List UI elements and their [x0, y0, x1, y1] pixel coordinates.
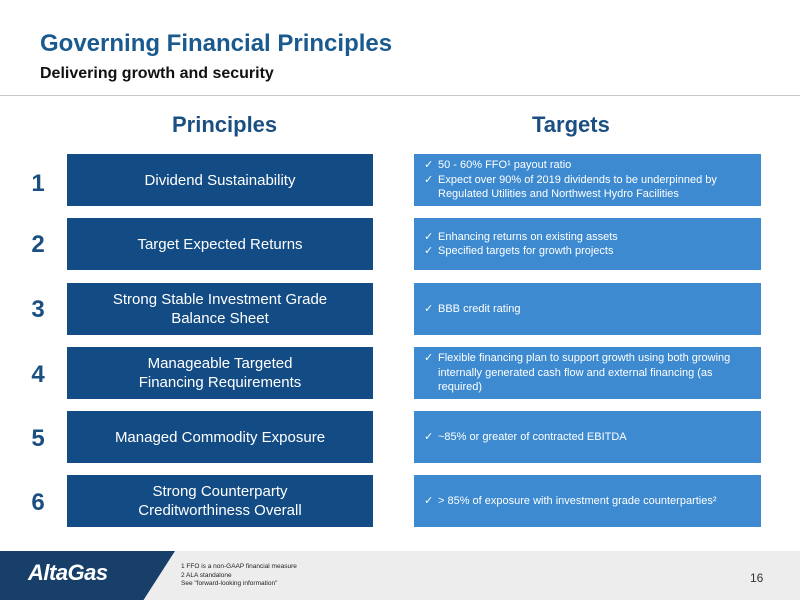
principles-heading: Principles — [172, 112, 278, 137]
page-number: 16 — [750, 571, 764, 585]
slide-subtitle: Delivering growth and security — [40, 65, 274, 82]
targets-heading: Targets — [532, 112, 610, 137]
slide-title: Governing Financial Principles — [40, 30, 393, 57]
principle-box: Dividend Sustainability — [67, 154, 373, 206]
target-bullet: ✓ BBB credit rating — [424, 302, 521, 315]
target-box — [414, 475, 761, 527]
check-icon: ✓ — [424, 430, 434, 443]
check-icon: ✓ — [424, 173, 434, 186]
target-box — [414, 347, 761, 399]
principle-box: Manageable Targeted Financing Requirements — [67, 347, 373, 399]
target-bullet: ✓ Specified targets for growth projects — [424, 245, 614, 257]
principle-box: Target Expected Returns — [67, 218, 373, 270]
row-number: 3 — [31, 296, 45, 323]
target-box — [414, 218, 761, 270]
target-bullet: ✓ Expect over 90% of 2019 dividends to be underpinned by Regulated Utilities and Northwest Hydro Facilities — [424, 173, 717, 201]
target-bullet: ✓ Enhancing returns on existing assets — [424, 230, 618, 243]
target-bullet: ✓ > 85% of exposure with investment grade counterparties² — [424, 494, 717, 507]
principle-box: Strong Stable Investment Grade Balance Sheet — [67, 283, 373, 335]
row-number: 1 — [31, 170, 45, 197]
row-number: 2 — [31, 231, 45, 258]
footnote: See "forward-looking information" — [181, 580, 278, 587]
footnotes — [181, 563, 297, 589]
target-bullet: ✓ ~85% or greater of contracted EBITDA — [424, 430, 627, 443]
footnote: 2 ALA standalone — [181, 571, 232, 579]
check-icon: ✓ — [424, 245, 434, 257]
principle-box: Managed Commodity Exposure — [67, 411, 373, 463]
header-divider — [0, 95, 800, 96]
footnote: 1 FFO is a non-GAAP financial measure — [181, 563, 297, 570]
check-icon: ✓ — [424, 159, 434, 172]
row-number: 4 — [31, 361, 45, 388]
target-bullet: ✓ Flexible financing plan to support growth using both growing internally generated cash flow and external financing (as required) — [424, 352, 731, 394]
target-bullet: ✓ 50 - 60% FFO¹ payout ratio — [424, 159, 572, 172]
check-icon: ✓ — [424, 302, 434, 315]
target-box — [414, 411, 761, 463]
row-number: 5 — [31, 425, 45, 452]
principle-box: Strong Counterparty Creditworthiness Overall — [67, 475, 373, 527]
check-icon: ✓ — [424, 352, 434, 365]
check-icon: ✓ — [424, 230, 434, 243]
check-icon: ✓ — [424, 494, 434, 507]
target-box — [414, 283, 761, 335]
altagas-logo: AltaGas — [28, 560, 108, 585]
row-number: 6 — [31, 489, 45, 516]
target-box — [414, 154, 761, 206]
